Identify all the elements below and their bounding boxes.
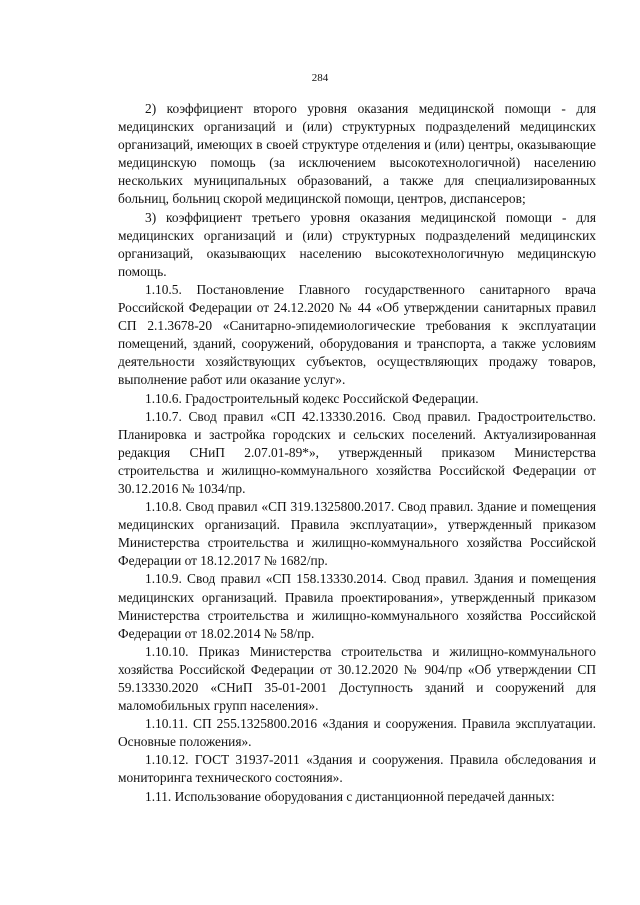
page-number: 284 [311, 72, 329, 84]
paragraph-1-10-5: 1.10.5. Постановление Главного государственного санитарного врача Российской Федерации от 24.12.2020 № 44 «Об утверждении санитарных правил СП 2.1.3678-20 «Санитарно-эпидемиологические требования к эксплуатации помещений, зданий, сооружений, оборудования и транспорта, а также условиям деятельности хозяйствующих субъектов, осуществляющих продажу товаров, выполнение работ или оказание услуг». [118, 281, 596, 388]
paragraph-1-10-11: 1.10.11. СП 255.1325800.2016 «Здания и сооружения. Правила эксплуатации. Основные положения». [118, 716, 596, 750]
paragraph-1-11: 1.11. Использование оборудования с дистанционной передачей данных: [145, 788, 555, 804]
paragraph-third-level-coefficient: 3) коэффициент третьего уровня оказания медицинской помощи - для медицинских организаций и (или) структурных подразделений медицинских организаций, оказывающих населению высокотехнологичную медицинскую помощь. [118, 209, 596, 279]
paragraph-1-10-8: 1.10.8. Свод правил «СП 319.1325800.2017. Свод правил. Здание и помещения медицинских организаций. Правила эксплуатации», утвержденный приказом Министерства строительства и жилищно-коммунального хозяйства Российской Федерации от 18.12.2017 № 1682/пр. [118, 499, 596, 569]
paragraph-1-10-12: 1.10.12. ГОСТ 31937-2011 «Здания и сооружения. Правила обследования и мониторинга технического состояния». [118, 752, 596, 786]
paragraph-1-10-6: 1.10.6. Градостроительный кодекс Российской Федерации. [145, 390, 479, 406]
paragraph-1-10-10: 1.10.10. Приказ Министерства строительства и жилищно-коммунального хозяйства Российской Федерации от 30.12.2020 № 904/пр «Об утверждении СП 59.13330.2020 «СНиП 35-01-2001 Доступность зданий и сооружений для маломобильных групп населения». [118, 643, 596, 714]
paragraph-1-10-9: 1.10.9. Свод правил «СП 158.13330.2014. Свод правил. Здания и помещения медицинских организаций. Правила проектирования», утвержденный приказом Министерства строительства и жилищно-коммунального хозяйства Российской Федерации от 18.02.2014 № 58/пр. [118, 571, 596, 641]
paragraph-1-10-7: 1.10.7. Свод правил «СП 42.13330.2016. Свод правил. Градостроительство. Планировка и застройка городских и сельских поселений. Актуализированная редакция СНиП 2.07.01-89*», утвержденный приказом Министерства строительства и жилищно-коммунального хозяйства Российской Федерации от 30.12.2016 № 1034/пр. [118, 408, 596, 496]
paragraph-second-level-coefficient: 2) коэффициент второго уровня оказания медицинской помощи - для медицинских организаций и (или) структурных подразделений медицинских организаций, имеющих в своей структуре отделения и (или) центры, оказывающие медицинскую помощь (за исключением высокотехнологичной) населению нескольких муниципальных образований, а также для специализированных больниц, больниц скорой медицинской помощи, центров, диспансеров; [118, 101, 596, 207]
document-body [118, 100, 596, 806]
